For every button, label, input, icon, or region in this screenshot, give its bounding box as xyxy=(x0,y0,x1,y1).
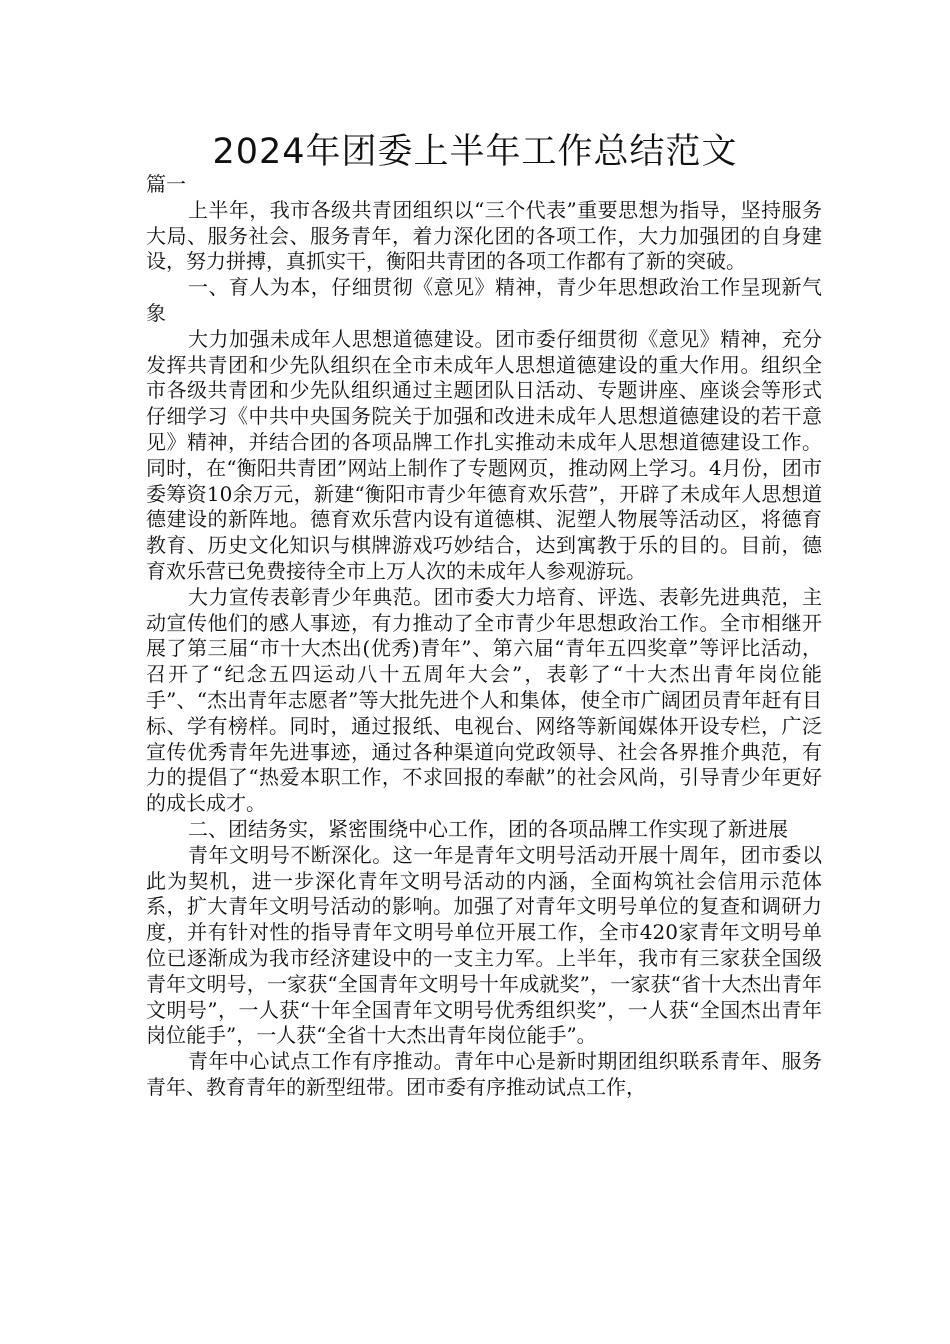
document-title: 2024年团委上半年工作总结范文 xyxy=(212,132,738,172)
paragraph-intro: 上半年，我市各级共青团组织以“三个代表”重要思想为指导，坚持服务大局、服务社会、服务青年，着力深化团的各项工作，大力加强团的自身建设，努力拼搏，真抓实干，衡阳共青团的各项工作都有了新的突破。 xyxy=(146,197,822,274)
section-label: 篇一 xyxy=(146,172,186,196)
paragraph-role-models: 大力宣传表彰青少年典范。团市委大力培育、评选、表彰先进典范，主动宣传他们的感人事迹，有力推动了全市青少年思想政治工作。全市相继开展了第三届“市十大杰出(优秀)青年”、第六届“青年五四奖章”等评比活动，召开了“纪念五四运动八十五周年大会”，表彰了“十大杰出青年岗位能手”、“杰出青年志愿者”等大批先进个人和集体，使全市广阔团员青年赶有目标、学有榜样。同时，通过报纸、电视台、网络等新闻媒体开设专栏，广泛宣传优秀青年先进事迹，通过各种渠道向党政领导、社会各界推介典范，有力的提倡了“热爱本职工作，不求回报的奉献”的社会风尚，引导青少年更好的成长成才。 xyxy=(146,584,822,816)
paragraph-moral-education: 大力加强未成年人思想道德建设。团市委仔细贯彻《意见》精神，充分发挥共青团和少先队组织在全市未成年人思想道德建设的重大作用。组织全市各级共青团和少先队组织通过主题团队日活动、专题讲座、座谈会等形式仔细学习《中共中央国务院关于加强和改进未成年人思想道德建设的若干意见》精神，并结合团的各项品牌工作扎实推动未成年人思想道德建设工作。同时，在“衡阳共青团”网站上制作了专题网页，推动网上学习。4月份，团市委筹资10余万元，新建“衡阳市青少年德育欢乐营”，开辟了未成年人思想道德建设的新阵地。德育欢乐营内设有道德棋、泥塑人物展等活动区，将德育教育、历史文化知识与棋牌游戏巧妙结合，达到寓教于乐的目的。目前，德育欢乐营已免费接待全市上万人次的未成年人参观游玩。 xyxy=(146,326,822,583)
heading-section-two: 二、团结务实，紧密围绕中心工作，团的各项品牌工作实现了新进展 xyxy=(188,816,788,841)
document-body xyxy=(146,172,822,1101)
heading-section-one: 一、育人为本，仔细贯彻《意见》精神，青少年思想政治工作呈现新气象 xyxy=(146,275,822,325)
paragraph-youth-center: 青年中心试点工作有序推动。青年中心是新时期团组织联系青年、服务青年、教育青年的新型纽带。团市委有序推动试点工作， xyxy=(146,1049,822,1099)
paragraph-youth-civilization: 青年文明号不断深化。这一年是青年文明号活动开展十周年，团市委以此为契机，进一步深化青年文明号活动的内涵，全面构筑社会信用示范体系，扩大青年文明号活动的影响。加强了对青年文明号单位的复查和调研力度，并有针对性的指导青年文明号单位开展工作，全市420家青年文明号单位已逐渐成为我市经济建设中的一支主力军。上半年，我市有三家获全国级青年文明号，一家获“全国青年文明号十年成就奖”，一家获“省十大杰出青年文明号”，一人获“十年全国青年文明号优秀组织奖”，一人获“全国杰出青年岗位能手”，一人获“全省十大杰出青年岗位能手”。 xyxy=(146,842,822,1048)
